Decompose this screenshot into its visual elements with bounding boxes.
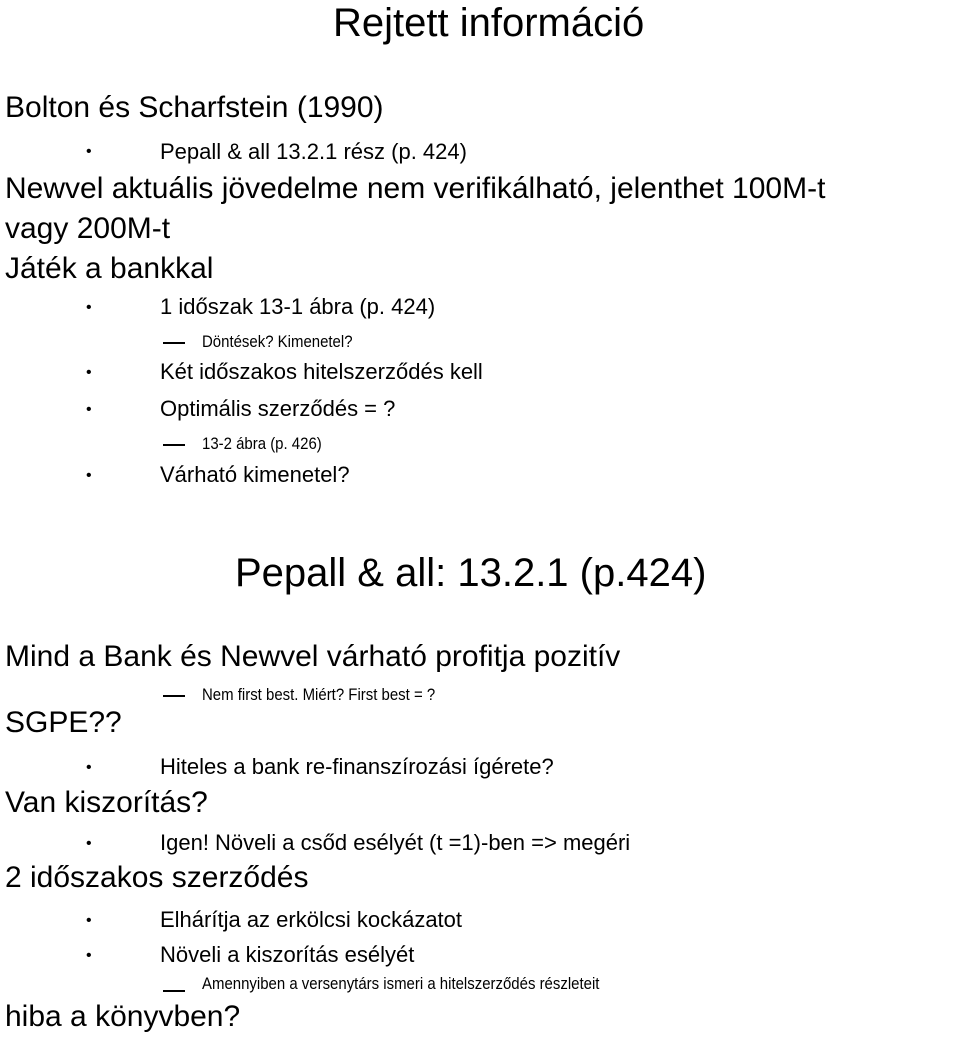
slide2-title: Pepall & all: 13.2.1 (p.424) [235,551,707,595]
slide1-bullet-reference: Pepall & all 13.2.1 rész (p. 424) [160,139,467,164]
bullet-icon: • [86,401,92,418]
slide2-bullet-credible: Hiteles a bank re-finanszírozási ígérete? [160,754,554,779]
slide2-bullet-crowding: Növeli a kiszorítás esélyét [160,942,415,967]
slide1-bullet-expected: Várható kimenetel? [160,462,350,487]
slide1-bullet-two-period: Két időszakos hitelszerződés kell [160,359,483,384]
dash-icon [163,444,185,446]
bullet-icon: • [86,299,92,316]
slide1-heading-newvel-line1: Newvel aktuális jövedelme nem verifikálható, jelenthet 100M-t [5,172,826,205]
bullet-icon: • [86,947,92,964]
slide2-sub-firstbest: Nem first best. Miért? First best = ? [202,685,436,704]
bullet-icon: • [86,467,92,484]
slide2-heading-profit: Mind a Bank és Newvel várható profitja pozitív [5,640,621,673]
slide1-heading-authors: Bolton és Scharfstein (1990) [5,91,384,124]
bullet-icon: • [86,759,92,776]
dash-icon [163,990,185,992]
dash-icon [163,695,185,697]
dash-icon [163,342,185,344]
bullet-icon: • [86,835,92,852]
slide1-heading-game: Játék a bankkal [5,252,214,285]
bullet-icon: • [86,912,92,929]
slide1-bullet-optimal: Optimális szerződés = ? [160,396,396,421]
bullet-icon: • [86,143,92,160]
slide1-heading-newvel-line2: vagy 200M-t [5,212,171,245]
bullet-icon: • [86,364,92,381]
slide1-bullet-period: 1 időszak 13-1 ábra (p. 424) [160,294,436,319]
slide2-heading-book-error: hiba a könyvben? [5,1000,241,1033]
slide2-heading-sgpe: SGPE?? [5,706,122,739]
slide2-bullet-moral: Elhárítja az erkölcsi kockázatot [160,907,463,932]
slide2-bullet-yes: Igen! Növeli a csőd esélyét (t =1)-ben => megéri [160,830,631,855]
slide1-sub-decisions: Döntések? Kimenetel? [202,332,353,351]
slide2-heading-crowding: Van kiszorítás? [5,786,208,819]
slide2-heading-contract: 2 időszakos szerződés [5,861,309,894]
slide2-sub-competitor: Amennyiben a versenytárs ismeri a hitelszerződés részleteit [202,974,600,993]
slide1-title: Rejtett információ [333,1,645,45]
slide1-sub-figure: 13-2 ábra (p. 426) [202,434,322,453]
